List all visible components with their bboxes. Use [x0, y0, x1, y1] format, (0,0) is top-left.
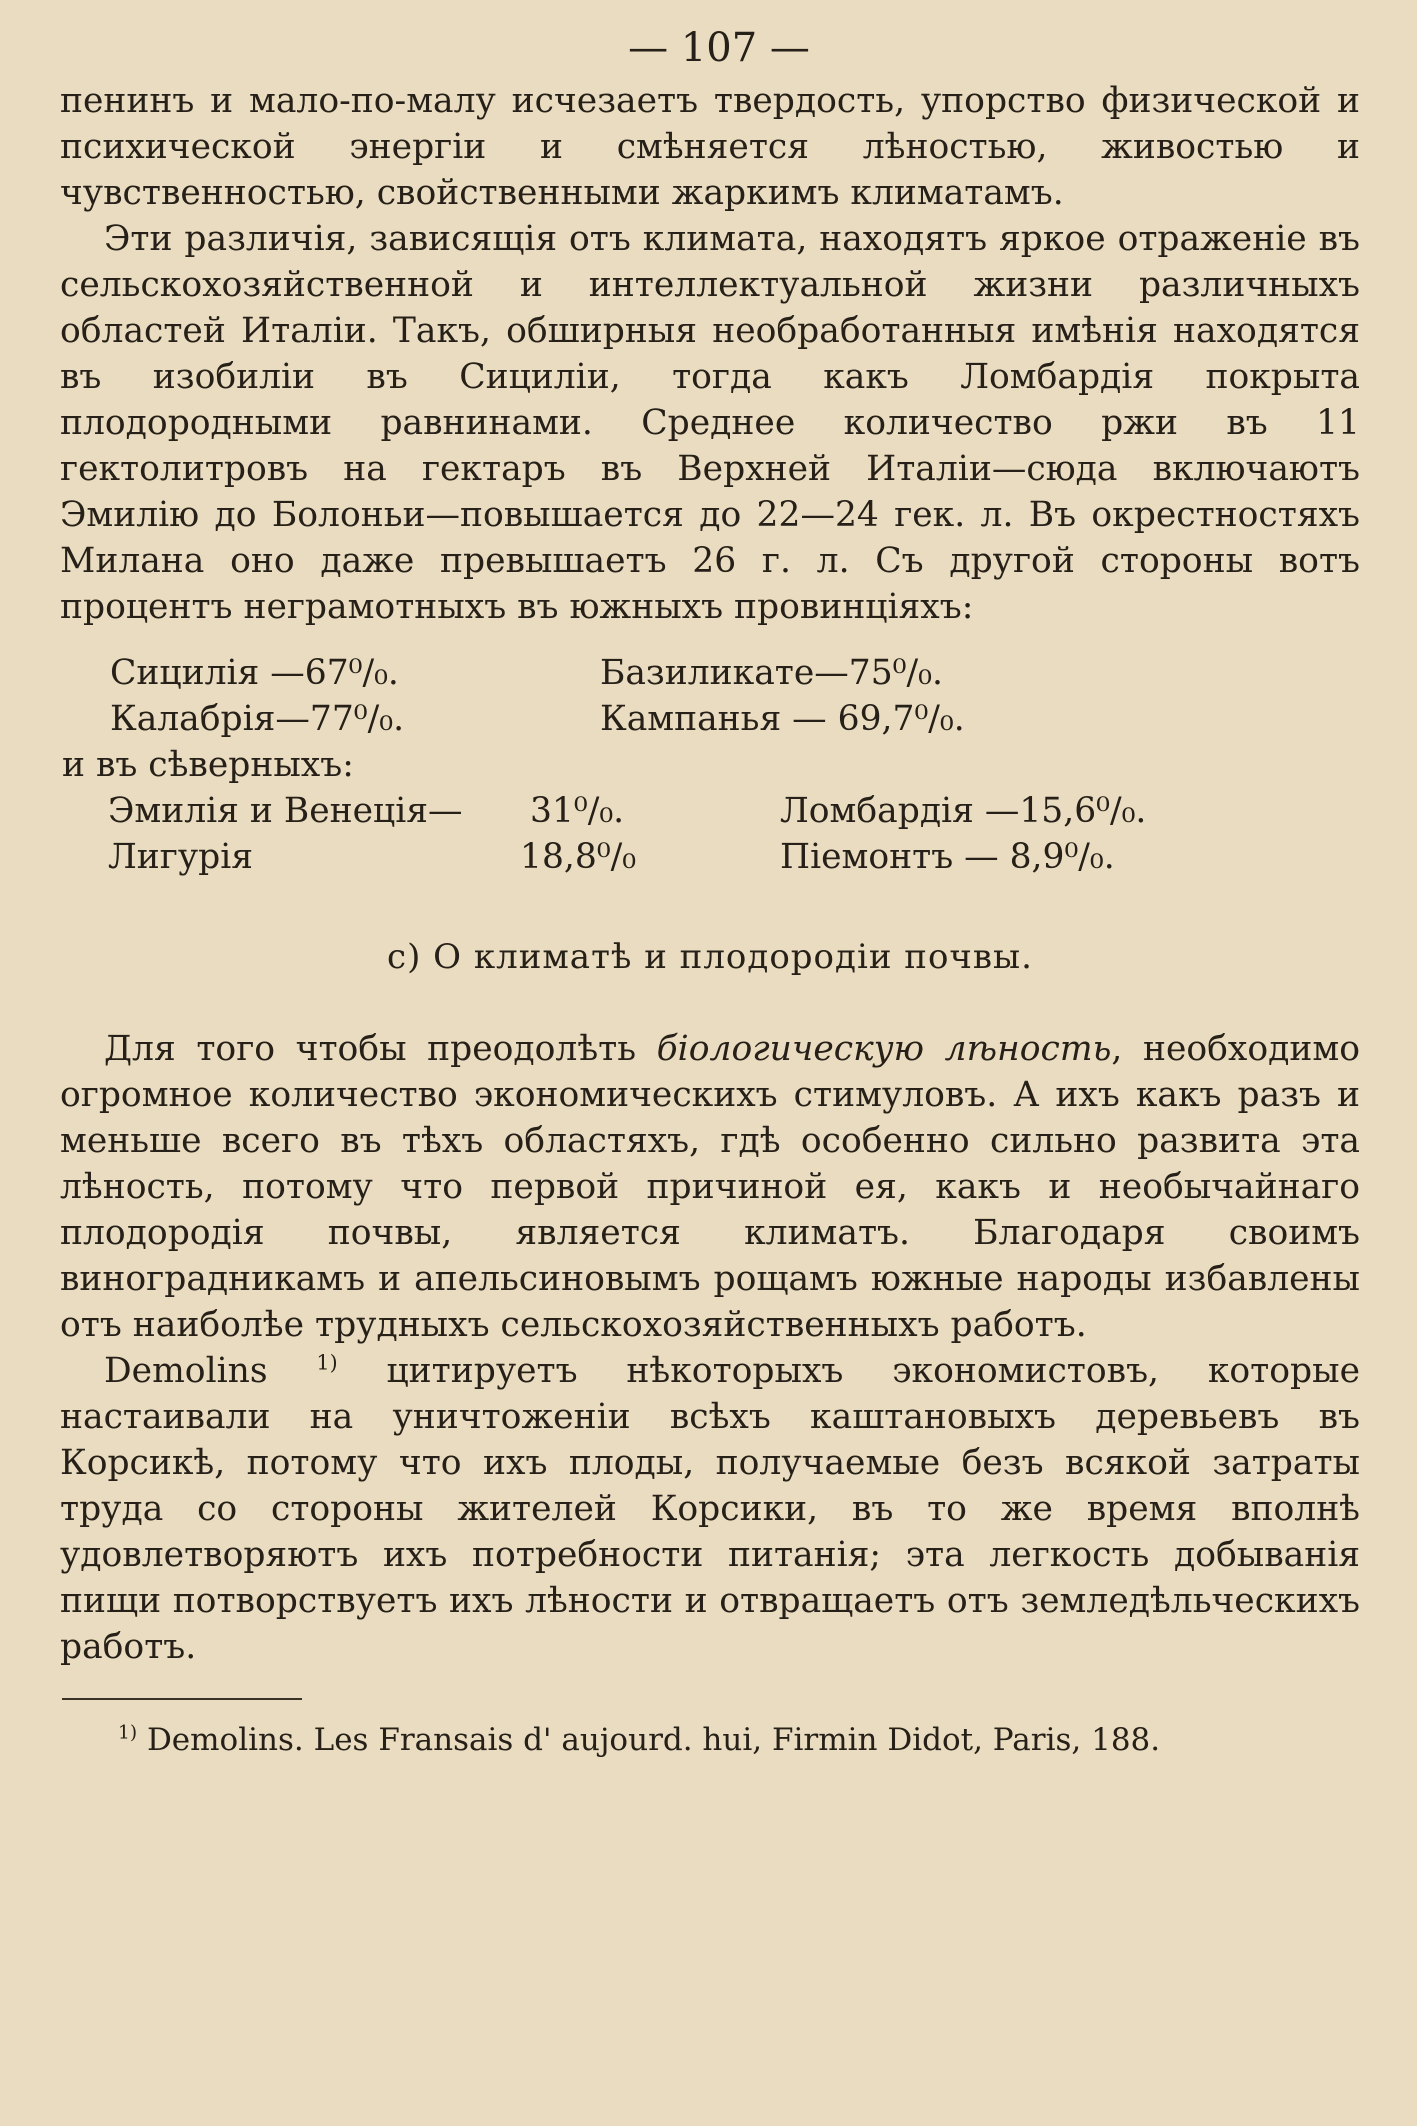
stats-row-4	[60, 788, 1360, 834]
paragraph-3-rest: , необходимо огромное количество экономическихъ стимуловъ. А ихъ какъ разъ и меньше всего въ тѣхъ областяхъ, гдѣ особенно сильно развита эта лѣность, потому что первой причиной ея, какъ и необычайнаго плодородія почвы, является климатъ. Благодаря своимъ виноградникамъ и апельсиновымъ рощамъ южные народы избавлены отъ наиболѣе трудныхъ сельскохозяйственныхъ работъ.	[60, 1029, 1360, 1345]
stat-campania: Кампанья — 69,7⁰/₀.	[600, 699, 965, 739]
book-page	[60, 18, 1360, 2098]
stats-row-5	[60, 834, 1360, 880]
footnote	[118, 1718, 1360, 1762]
stat-sicily: Сицилія —67⁰/₀.	[110, 653, 399, 693]
paragraph-2: Эти различія, зависящія отъ климата, находятъ яркое отраженіе въ сельскохозяйственной и интеллектуальной жизни различныхъ областей Италіи. Такъ, обширныя необработанныя имѣнія находятся въ изобиліи въ Сициліи, тогда какъ Ломбардія покрыта плодородными равнинами. Среднее количество ржи въ 11 гектолитровъ на гектаръ въ Верхней Италіи—сюда включаютъ Эмилію до Болоньи—повышается до 22—24 гек. л. Въ окрестностяхъ Милана оно даже превышаетъ 26 г. л. Съ другой стороны вотъ процентъ неграмотныхъ въ южныхъ провинціяхъ:	[60, 219, 1360, 627]
paragraph-3-italic: біологическую лѣность	[656, 1029, 1112, 1069]
paragraph-3	[60, 1026, 1360, 1348]
footnote-reference[interactable]: 1)	[316, 1350, 338, 1375]
footnote-mark: 1)	[118, 1722, 138, 1744]
paragraph-3-start: Для того чтобы преодолѣть	[104, 1029, 657, 1069]
stat-emilia-value: 31⁰/₀.	[530, 791, 625, 831]
stats-row-3	[60, 742, 1360, 788]
illiteracy-statistics	[60, 650, 1360, 880]
paragraph-4	[60, 1348, 1360, 1670]
stat-basilicata: Базиликате—75⁰/₀.	[600, 653, 943, 693]
stat-liguria-label: Лигурія	[108, 837, 254, 877]
footnote-text: Demolins. Les Fransais d' aujourd. hui, Firmin Didot, Paris, 188.	[137, 1722, 1161, 1758]
footnote-divider	[62, 1698, 302, 1700]
stats-row-2	[60, 696, 1360, 742]
paragraph-4-text: цитируетъ нѣкоторыхъ экономистовъ, которые настаивали на уничтоженіи всѣхъ каштановыхъ деревьевъ въ Корсикѣ, потому что ихъ плоды, получаемые безъ всякой затраты труда со стороны жителей Корсики, въ то же время вполнѣ удовлетворяютъ ихъ потребности питанія; эта легкость добыванія пищи потворствуетъ ихъ лѣности и отвращаетъ отъ земледѣльческихъ работъ.	[60, 1351, 1360, 1667]
section-heading: c) О климатѣ и плодородіи почвы.	[387, 937, 1033, 977]
stat-lombardy: Ломбардія —15,6⁰/₀.	[780, 791, 1147, 831]
stats-north-intro: и въ сѣверныхъ:	[62, 745, 354, 785]
stat-emilia-label: Эмилія и Венеція—	[108, 791, 463, 831]
stat-calabria: Калабрія—77⁰/₀.	[110, 699, 405, 739]
paragraph-4-author: Demolins	[104, 1351, 317, 1391]
paragraph-1: пенинъ и мало-по-малу исчезаетъ твердость, упорство физической и психической энергіи и смѣняется лѣностью, живостью и чувственностью, свойственными жаркимъ климатамъ.	[60, 81, 1360, 213]
page-number: — 107 —	[628, 25, 810, 71]
stat-liguria-value: 18,8⁰/₀	[520, 837, 637, 877]
stats-row-1	[60, 650, 1360, 696]
stat-piedmont: Піемонтъ — 8,9⁰/₀.	[780, 837, 1115, 877]
